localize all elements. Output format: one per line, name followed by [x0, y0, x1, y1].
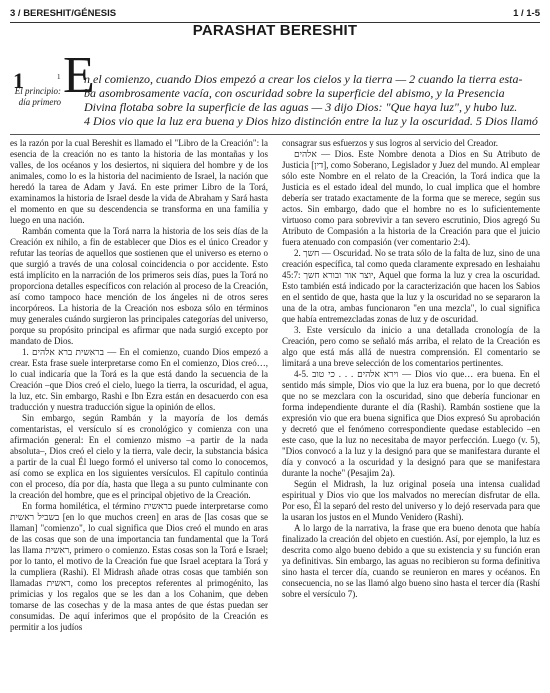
commentary-left-column — [10, 138, 268, 633]
verse-line-1: n el comienzo, cuando Dios empezó a crear los cielos y la tierra — 2 cuando la tierra esta- — [84, 72, 523, 86]
running-header — [10, 5, 540, 23]
commentary-paragraph: אלהים — Dios. Este Nombre denota a Dios en Su Atributo de Justicia [דין], como Soberano, Legislador y Juez del mundo. Al emplear sólo este Nombre en el relato de la Creación, la Torá indica que la Justicia es el estado ideal del mundo, lo cual implica que el hombre debería ser tratado exactamente de la forma que se merece, según sus actos. Sin embargo, dado que el hombre no es lo suficientemente virtuoso como para sobrevivir a tan severo escrutinio, Dios agregó Su Atributo de Compasión a la historia de la Creación para que el juicio fuera atenuado con compasión (ver comentario 2:4). — [282, 149, 540, 247]
verse-line-3: Divina flotaba sobre la superficie de las aguas — 3 dijo Dios: "Que haya luz", y hubo luz. — [84, 100, 518, 114]
verse-line-2: ba asombrosamente vacía, con oscuridad sobre la superficie del abismo, y la Presencia — [84, 86, 505, 100]
commentary-paragraph: Rambán comenta que la Torá narra la historia de los seis días de la Creación ex nihilo, a fin de establecer que Dios es el único Creador y refutar las teorías de aquellos que sostienen que el universo es eterno o que surgió a través de una colosal coincidencia o por accidente. Esto está implícito en la narración de los primeros seis días, pues la Torá no proporciona detalles específicos con relación al proceso de la Creación, así como tampoco hace mención de los ángeles ni de otros seres incorpóreos. La historia de la Creación nos esboza sólo en términos muy generales cuándo surgieron las principales categorías del universo, porque su propósito principal es afirmar que nada surgió excepto por mandato de Dios. — [10, 226, 268, 346]
sidebar-note: El principio: día primero — [14, 86, 61, 107]
section-divider — [10, 134, 540, 135]
chapter-number: 1 — [13, 68, 24, 93]
commentary-paragraph: 2. חשך — Oscuridad. No se trata sólo de la falta de luz, sino de una creación específica, tal como queda claramente expresado en Ieshaiahu 45:7: יוצר אור ובורא חשך, Aquel que forma la luz y crea la oscuridad. Esto también está indicado por la caracterización que hacen los Sabios en el sentido de que, hasta que la luz y la oscuridad no se separaron la una de la otra, ambas funcionaron "en una mezcla", lo cual significa que había entremezcladas zonas de luz y de oscuridad. — [282, 248, 541, 324]
commentary-paragraph: Según el Midrash, la luz original poseía una intensa cualidad espiritual y Dios vio que los malvados no merecían disfrutar de ella. Por eso, Él la separó del resto del universo y lo dejó reservada para que la usaran los justos en el Mundo Venidero (Rashi). — [282, 479, 540, 522]
verse-line-4: 4 Dios vio que la luz era buena y Dios hizo distinción entre la luz y la oscuridad. 5 Dios llamó — [84, 114, 538, 128]
header-book-title: 3 / BERESHIT/GÉNESIS — [10, 8, 117, 19]
verse-number-1: 1 — [57, 73, 61, 81]
commentary-right-column — [282, 138, 540, 600]
commentary-paragraph: consagrar sus esfuerzos y sus logros al servicio del Creador. — [282, 138, 498, 148]
commentary-paragraph: 3. Este versículo da inicio a una detallada cronología de la Creación, pero como se señaló más arriba, el relato de la Creación es algo que está más allá de nuestra comprensión. El comentario se limitará a una breve selección de los comentarios pertinentes. — [282, 325, 540, 368]
commentary-paragraph: 4-5. וירא אלהים . . . כי טוב — Dios vio que… era buena. En el sentido más simple, Dios vio que la luz era buena, por lo que decretó que no se mezclara con la oscuridad, sino que debería funcionar en forma independiente durante el día (Rashi). Rambán sostiene que la expresión vio que era buena significa que Dios expresó Su aprobación y decretó que el fenómeno correspondiente quedase establecido –en este caso, que la luz no necesitaba de mayor perfección. Luego (v. 5), "Dios convocó a la luz y la designó para que se manifestara durante el día y convocó a la oscuridad y la designó para que se manifestara durante la noche" (Pesajim 2a). — [282, 369, 540, 478]
commentary-paragraph: Sin embargo, según Rambán y la mayoría de los demás comentaristas, el versículo sí es cronológico y comienza con una afirmación general: En el comienzo mismo –a partir de la nada absoluta–, Dios creó el cielo y la tierra, vale decir, la substancia básica a partir de la cual Él luego formó el universo tal como lo conocemos, así como se explica en los siguientes versículos. El capítulo continúa con el proceso, día por día, hasta que llega a su punto culminante con la creación del hombre, que es el principal objetivo de la Creación. — [10, 413, 268, 500]
commentary-paragraph: 1. בראשית ברא אלהים — En el comienzo, cuando Dios empezó a crear. Esta frase suele interpretarse como En el comienzo, Dios creó…, lo cual indicaría que la Torá es la que está dando la secuencia de la Creación –que Dios creó el cielo, luego la tierra, la oscuridad, el agua, la luz, etc. Sin embargo, Rashi e Ibn Ezra están en desacuerdo con esa traducción y nuestra traducción sigue la opinión de ellos. — [10, 347, 269, 412]
parashat-title: PARASHAT BERESHIT — [192, 22, 358, 39]
drop-cap: E — [63, 47, 95, 104]
commentary-paragraph: es la razón por la cual Bereshit es llamado el "Libro de la Creación": la esencia de la creación no es tanto la historia de las montañas y los valles, de los océanos y los desiertos, ni siquiera del hombre y de los animales, como lo es la historia del nacimiento de Israel, la nación que heredó la tarea de Adam y Javá. En este primer Libro de la Torá, examinamos la historia de Israel desde la vida de Abraham y Sará hasta el momento en que su descendencia se transforma en una familia y luego en una nación. — [10, 138, 268, 225]
header-verse-range: 1 / 1-5 — [513, 8, 540, 19]
commentary-paragraph: A lo largo de la narrativa, la frase que era bueno denota que había finalizado la creación del objeto en cuestión. Así, por ejemplo, la luz es descrita como algo bueno debido a que su existencia y su función eran ya definitivas. Sin embargo, las aguas no recibieron su forma definitiva sino hasta el tercer día, cuando se reunieron en mares y océanos. En consecuencia, no se las llamó algo bueno sino hasta el tercer día (Rashí sobre el versículo 7). — [282, 523, 540, 599]
commentary-paragraph: En forma homilética, el término בראשית puede interpretarse como בשביל ראשית [en lo que muchos creen] en aras de [las cosas que se llaman] "comienzo", lo cual significa que Dios creó el mundo en aras de las cosas que son de una importancia tan fundamental que la Torá las llama ראשית, primero o comienzo. Estas cosas son la Torá e Israel; por lo tanto, el motivo de la Creación fue que Israel aceptara la Torá y la cumpliera (Rashi). El Midrash añade otras cosas que también son llamadas ראשית, como los preceptos referentes al primogénito, las primicias y los regalos que se les dan a los Cohanim, que deben tomarse de las cosechas y de la masa antes de que éstas puedan ser consumidas. De aquí inferimos que el propósito de la Creación es permitir a los judíos — [10, 501, 268, 632]
